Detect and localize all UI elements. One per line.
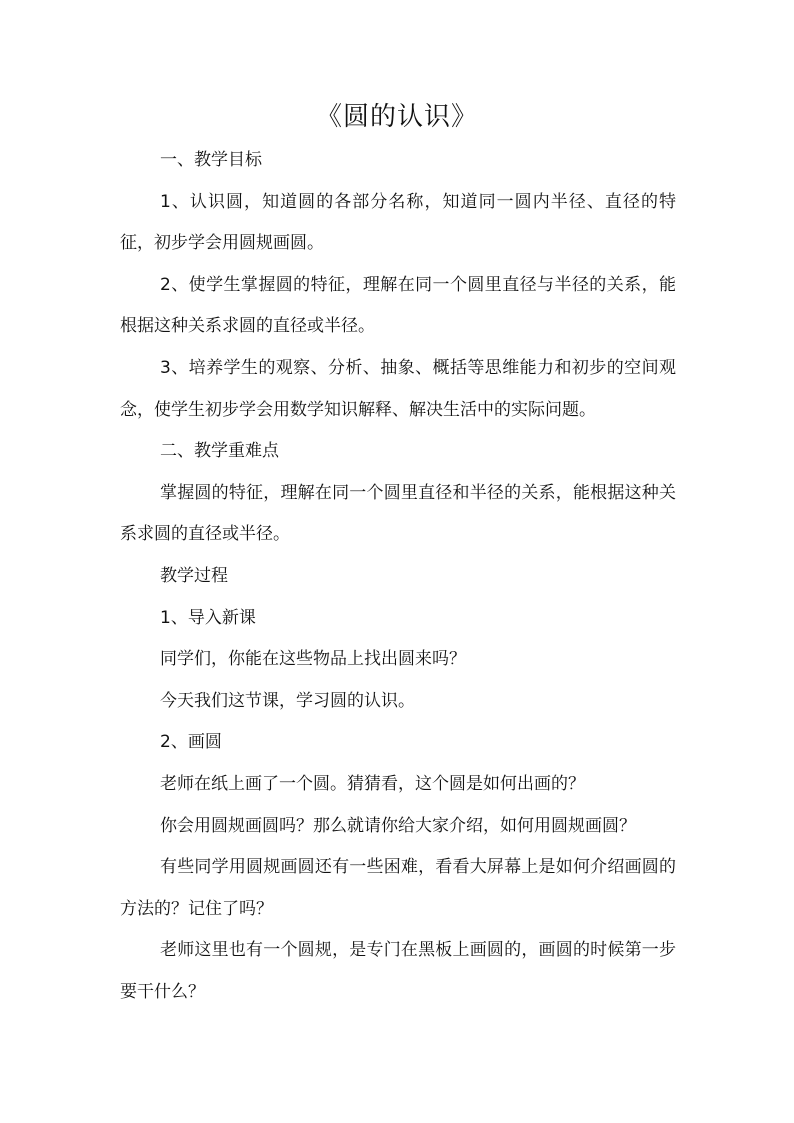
- objective-item-3: 3、培养学生的观察、分析、抽象、概括等思维能力和初步的空间观念，使学生初步学会用数学知识解释、解决生活中的实际问题。: [120, 357, 676, 420]
- section-heading-process: 教学过程: [160, 565, 228, 586]
- document-body: [120, 140, 676, 1013]
- section-heading-objectives: 一、教学目标: [160, 150, 262, 170]
- paragraph: 今天我们这节课，学习圆的认识。: [160, 690, 415, 711]
- objective-item-1: 1、认识圆，知道圆的各部分名称，知道同一圆内半径、直径的特征，初步学会用圆规画圆。: [120, 191, 676, 254]
- document-title: 《圆的认识》: [315, 102, 478, 132]
- process-step-2-heading: 2、画圆: [160, 732, 222, 753]
- paragraph: 老师这里也有一个圆规，是专门在黑板上画圆的，画圆的时候第一步要干什么？: [120, 940, 676, 1002]
- paragraph: 老师在纸上画了一个圆。猜猜看，这个圆是如何出画的？: [160, 773, 585, 794]
- key-points-text: 掌握圆的特征，理解在同一个圆里直径和半径的关系，能根据这种关系求圆的直径或半径。: [120, 482, 676, 545]
- process-step-1-heading: 1、导入新课: [160, 607, 256, 628]
- section-heading-key-points: 二、教学重难点: [160, 441, 279, 462]
- paragraph: 你会用圆规画圆吗？那么就请你给大家介绍，如何用圆规画圆？: [160, 815, 636, 836]
- paragraph: 有些同学用圆规画圆还有一些困难，看看大屏幕上是如何介绍画圆的方法的？记住了吗？: [120, 857, 676, 919]
- objective-item-2: 2、使学生掌握圆的特征，理解在同一个圆里直径与半径的关系，能根据这种关系求圆的直径或半径。: [120, 274, 676, 337]
- paragraph: 同学们，你能在这些物品上找出圆来吗？: [160, 649, 466, 670]
